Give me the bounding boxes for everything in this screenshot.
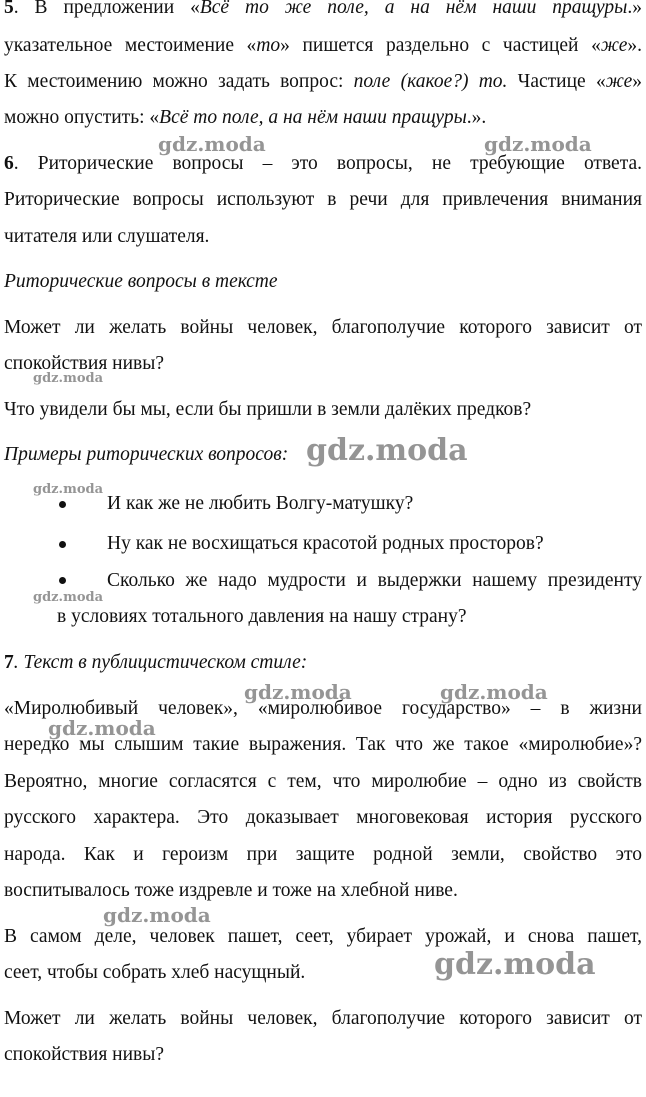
watermark: gdz.moda	[484, 132, 592, 156]
s5-line-1: 5. В предложении «Всё то же поле, а на нём наши пращуры.»	[4, 0, 642, 20]
s7-p3-line-2: спокойствия нивы?	[4, 1044, 165, 1065]
watermark: gdz.moda	[33, 371, 104, 386]
watermark: gdz.moda	[244, 680, 352, 704]
bullet-icon	[59, 541, 66, 548]
s6-question-2: Что увидели бы мы, если бы пришли в земли далёких предков?	[4, 399, 532, 420]
s7-p1-line-6: воспитывалось тоже издревле и тоже на хлебной ниве.	[4, 880, 458, 901]
watermark: gdz.moda	[440, 680, 548, 704]
s7-heading: 7. Текст в публицистическом стиле:	[4, 652, 308, 673]
s7-p1-line-2: нередко мы слышим такие выражения. Так что же такое «миролюбие»?	[4, 734, 642, 755]
watermark: gdz.moda	[306, 433, 468, 468]
s5-number: 5	[4, 0, 14, 18]
s5-line-3: К местоимению можно задать вопрос: поле (какое?) то. Частице «же»	[4, 71, 643, 92]
s6-heading-rhetorical-in-text: Риторические вопросы в тексте	[4, 271, 278, 292]
bullet-icon	[59, 501, 66, 508]
watermark: gdz.moda	[103, 903, 211, 927]
bullet-icon	[59, 577, 66, 584]
example-3-line-1: Сколько же надо мудрости и выдержки нашему президенту	[107, 570, 642, 591]
s6-heading-examples: Примеры риторических вопросов:	[4, 444, 289, 465]
watermark: gdz.moda	[434, 947, 596, 982]
s7-p1-line-4: русского характера. Это доказывает многовековая история русского	[4, 807, 642, 828]
s6-number: 6	[4, 153, 14, 174]
example-3-line-2: в условиях тотального давления на нашу страну?	[57, 606, 467, 627]
example-1: И как же не любить Волгу-матушку?	[107, 493, 414, 514]
s7-p2-line-2: сеет, чтобы собрать хлеб насущный.	[4, 962, 306, 983]
s5-line-4: можно опустить: «Всё то поле, а на нём наши пращуры.».	[4, 107, 487, 128]
s6-line-1: 6. Риторические вопросы – это вопросы, не требующие ответа.	[4, 153, 642, 174]
s6-question-1-line-2: спокойствия нивы?	[4, 353, 165, 374]
s7-p2-line-1: В самом деле, человек пашет, сеет, убирает урожай, и снова пашет,	[4, 926, 642, 947]
s6-line-2: Риторические вопросы используют в речи для привлечения внимания	[4, 189, 642, 210]
example-2: Ну как не восхищаться красотой родных просторов?	[107, 533, 544, 554]
watermark: gdz.moda	[158, 132, 266, 156]
s6-question-1-line-1: Может ли желать войны человек, благополучие которого зависит от	[4, 317, 642, 338]
watermark: gdz.moda	[48, 716, 156, 740]
s7-p3-line-1: Может ли желать войны человек, благополучие которого зависит от	[4, 1008, 642, 1029]
watermark: gdz.moda	[33, 590, 104, 605]
s5-line-2: указательное местоимение «то» пишется раздельно с частицей «же».	[4, 35, 642, 56]
s7-p1-line-1: «Миролюбивый человек», «миролюбивое государство» – в жизни	[4, 698, 642, 719]
watermark: gdz.moda	[33, 482, 104, 497]
s7-p1-line-5: народа. Как и героизм при защите родной земли, свойство это	[4, 844, 642, 865]
s6-line-3: читателя или слушателя.	[4, 226, 210, 247]
s7-number: 7	[4, 652, 14, 673]
s7-p1-line-3: Вероятно, многие согласятся с тем, что миролюбие – одно из свойств	[4, 771, 642, 792]
